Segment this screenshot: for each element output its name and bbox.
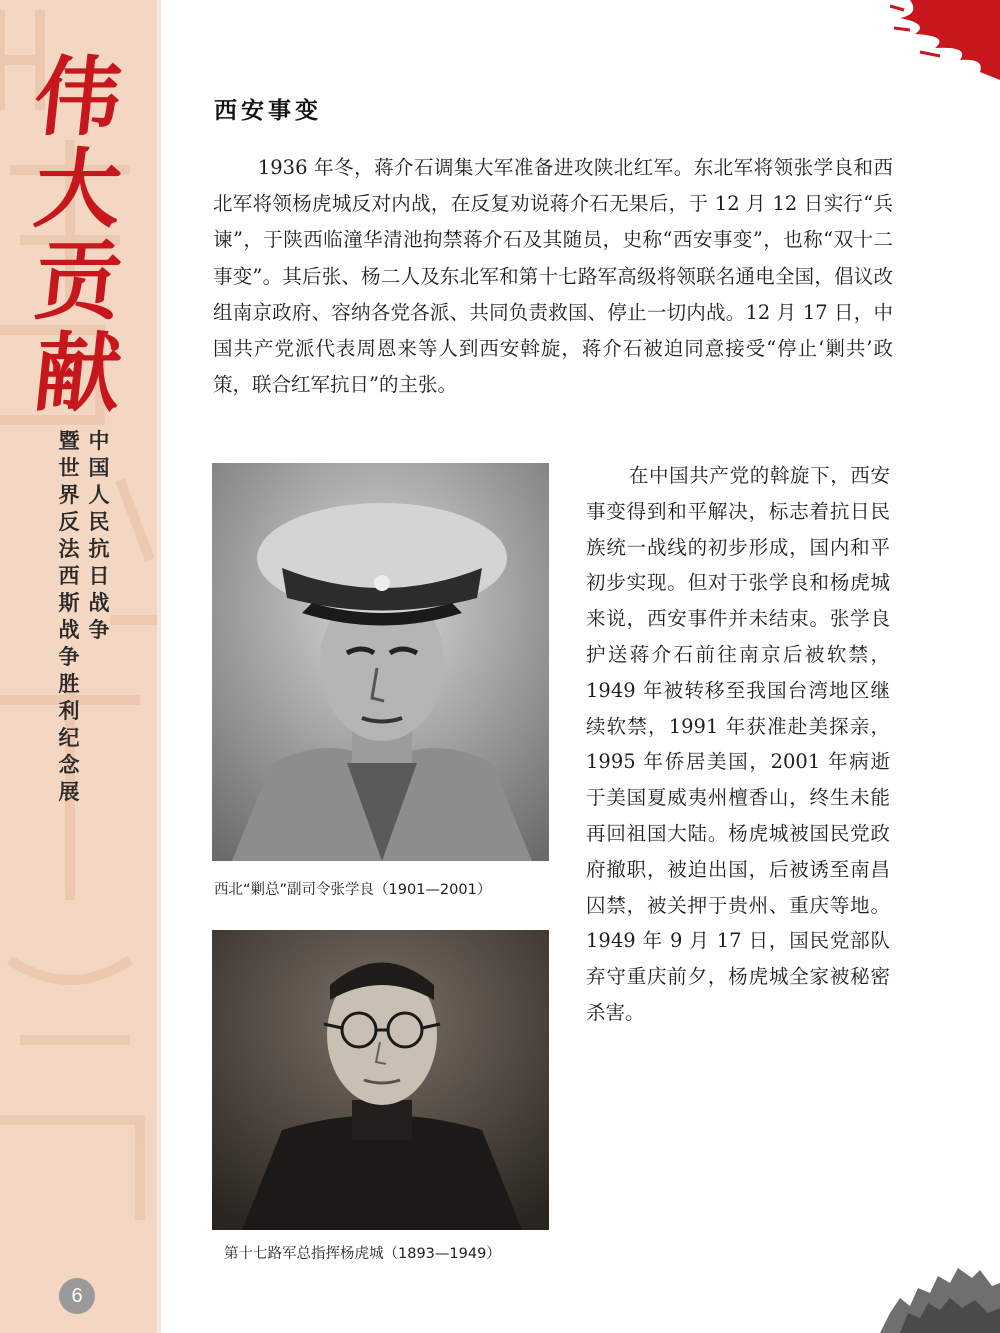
exhibition-title	[28, 47, 128, 424]
photo-caption: 西北“剿总”副司令张学良（1901—2001）	[214, 882, 492, 898]
title-char: 大	[29, 139, 127, 240]
portrait-illustration	[212, 463, 549, 861]
red-brush-decoration	[880, 0, 1000, 80]
title-char: 贡	[29, 231, 127, 332]
portrait-illustration	[212, 930, 549, 1230]
portrait-photo-yang-hucheng	[212, 930, 549, 1230]
exhibition-subtitle-line2: 暨世界反法西斯战争胜利纪念展	[58, 429, 80, 804]
page-number: 6	[59, 1278, 95, 1314]
photo-caption: 第十七路军总指挥杨虎城（1893—1949）	[224, 1246, 501, 1262]
monument-sculpture-decoration	[880, 1258, 1000, 1333]
sidebar-edge	[157, 0, 161, 1333]
section-title: 西安事变	[214, 98, 322, 124]
exhibition-subtitle-line1: 中国人民抗日战争	[88, 429, 110, 642]
portrait-photo-zhang-xueliang	[212, 463, 549, 861]
title-char: 献	[29, 323, 127, 424]
sidebar-band	[0, 0, 157, 1333]
intro-paragraph: 1936 年冬，蒋介石调集大军准备进攻陕北红军。东北军将领张学良和西北军将领杨虎城反对内战，在反复劝说蒋介石无果后，于 12 月 12 日实行“兵谏”，于陕西临潼华清池拘禁蒋介石及其随员，史称“西安事变”，也称“双十二事变”。其后张、杨二人及东北军和第十七路军高级将领联名通电全国，倡议改组南京政府、容纳各党各派、共同负责救国、停止一切内战。12 月 17 日，中国共产党派代表周恩来等人到西安斡旋，蒋介石被迫同意接受“停止‘剿共’政策，联合红军抗日”的主张。	[213, 156, 893, 397]
title-char: 伟	[29, 47, 127, 148]
body-paragraph: 在中国共产党的斡旋下，西安事变得到和平解决，标志着抗日民族统一战线的初步形成，国内和平初步实现。但对于张学良和杨虎城来说，西安事件并未结束。张学良护送蒋介石前往南京后被软禁，1949 年被转移至我国台湾地区继续软禁，1991 年获准赴美探亲，1995 年侨居美国，2001 年病逝于美国夏威夷州檀香山，终生未能再回祖国大陆。杨虎城被国民党政府撤职，被迫出国，后被诱至南昌囚禁，被关押于贵州、重庆等地。1949 年 9 月 17 日，国民党部队弃守重庆前夕，杨虎城全家被秘密杀害。	[586, 464, 890, 1024]
